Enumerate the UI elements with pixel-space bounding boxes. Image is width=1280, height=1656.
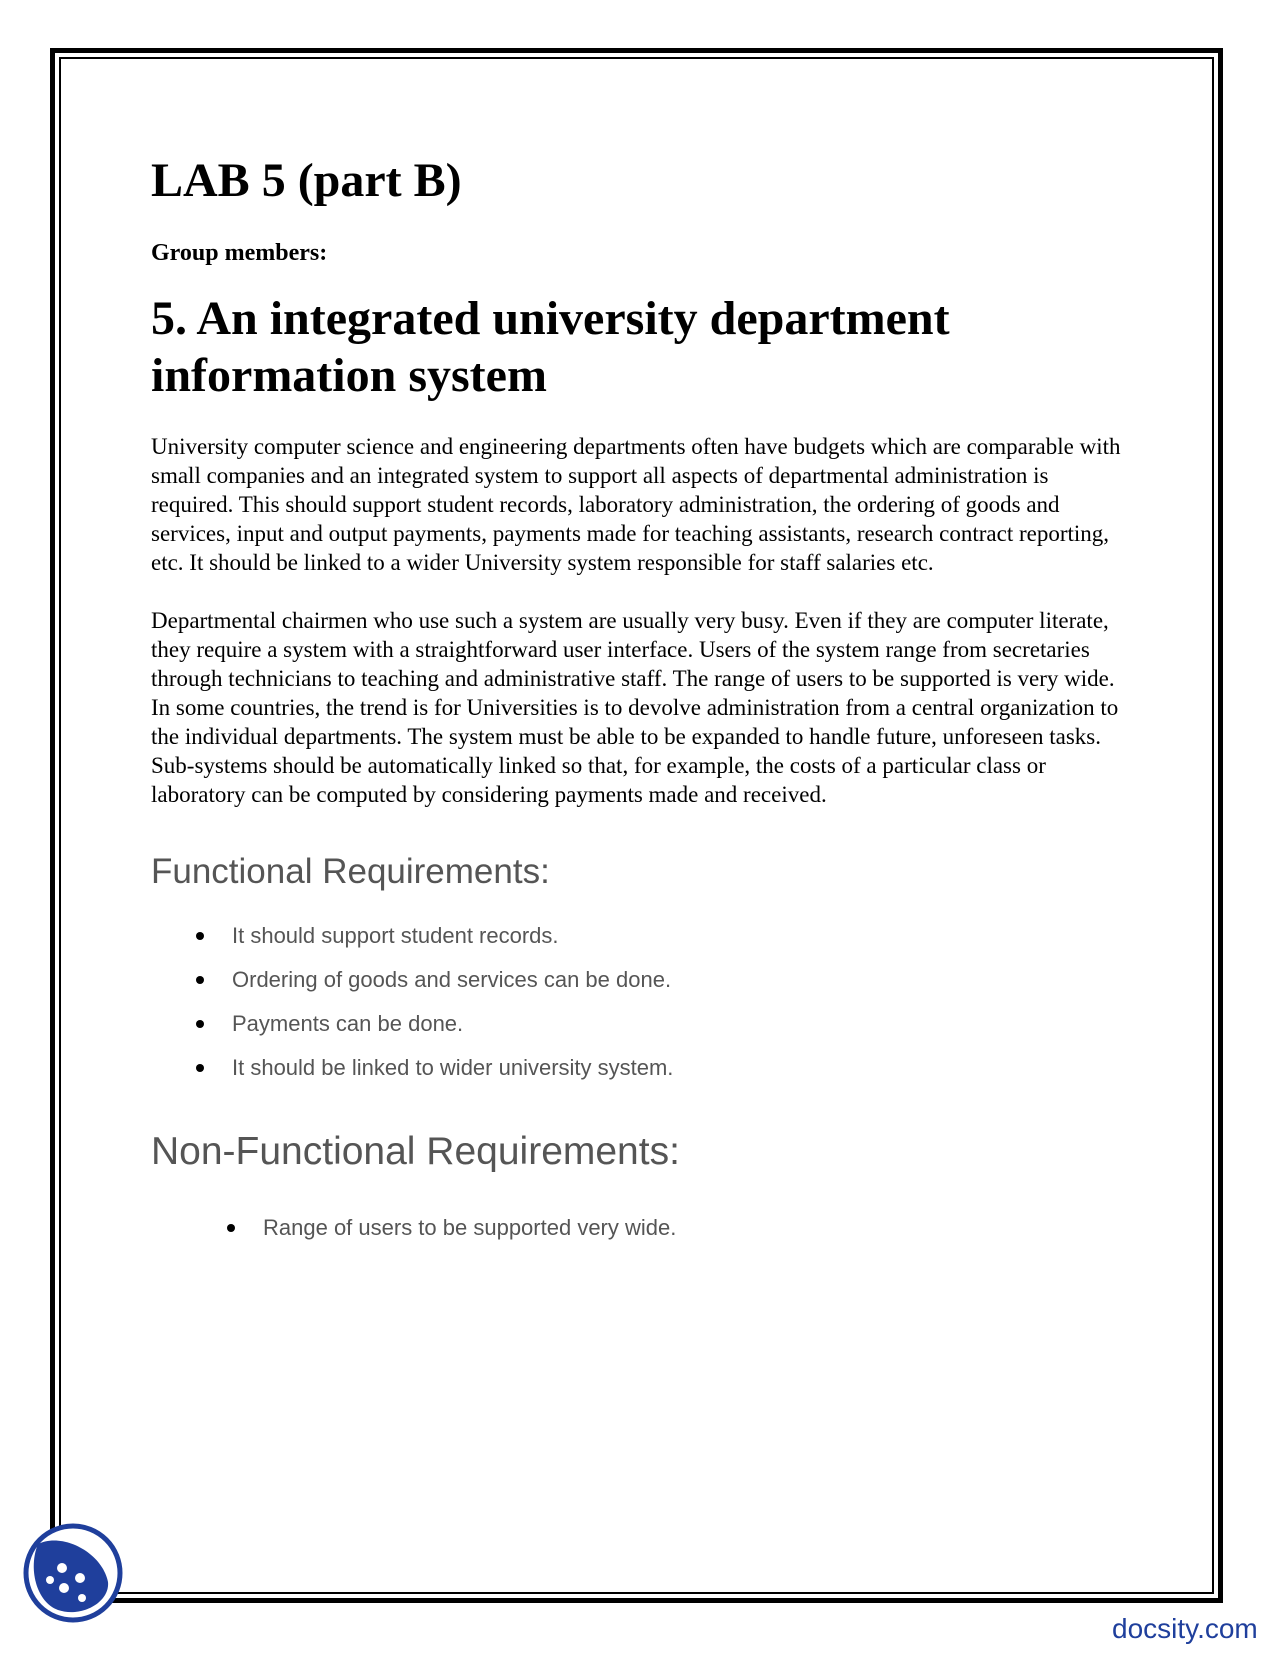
list-item	[196, 967, 1131, 993]
bullet-icon	[227, 1224, 235, 1232]
nonfunctional-requirements-list	[151, 1215, 1131, 1241]
bullet-icon	[196, 1020, 204, 1028]
list-item	[227, 1215, 1131, 1241]
list-item-text: Range of users to be supported very wide.	[263, 1215, 677, 1240]
list-item	[196, 1055, 1131, 1081]
list-item-text: Payments can be done.	[232, 1011, 464, 1036]
group-members-label: Group members:	[151, 240, 328, 266]
functional-requirements-list	[151, 923, 1131, 1081]
docsity-logo-icon[interactable]	[22, 1522, 124, 1624]
description-paragraph: Departmental chairmen who use such a system are usually very busy. Even if they are computer literate, they require a system with a straightforward user interface. Users of the system range from secretaries through technicians to teaching and administrative staff. The range of users to be supported is very wide. In some countries, the trend is for Universities is to devolve administration from a central organization to the individual departments. The system must be able to be expanded to handle future, unforeseen tasks. Sub-systems should be automatically linked so that, for example, the costs of a particular class or laboratory can be computed by considering payments made and received.	[151, 608, 1119, 807]
list-item-text: It should support student records.	[232, 923, 559, 948]
list-item-text: It should be linked to wider university system.	[232, 1055, 674, 1080]
docsity-logo-svg	[22, 1522, 124, 1624]
bullet-icon	[196, 1064, 204, 1072]
docsity-brand-link[interactable]: docsity.com	[1112, 1613, 1258, 1644]
list-item	[196, 923, 1131, 949]
section-title-line1: 5. An integrated university department	[151, 292, 950, 345]
lab-title: LAB 5 (part B)	[151, 154, 462, 207]
functional-requirements-heading: Functional Requirements:	[151, 852, 550, 891]
list-item-text: Ordering of goods and services can be done.	[232, 967, 672, 992]
section-title	[151, 290, 1131, 404]
bullet-icon	[196, 932, 204, 940]
section-title-line2: information system	[151, 349, 547, 402]
nonfunctional-requirements-heading: Non-Functional Requirements:	[151, 1130, 680, 1173]
bullet-icon	[196, 976, 204, 984]
intro-paragraph: University computer science and engineering departments often have budgets which are comparable with small companies and an integrated system to support all aspects of departmental administration is required. This should support student records, laboratory administration, the ordering of goods and services, input and output payments, payments made for teaching assistants, research contract reporting, etc. It should be linked to a wider University system responsible for staff salaries etc.	[151, 434, 1121, 575]
list-item	[196, 1011, 1131, 1037]
document-content	[151, 150, 1131, 1259]
